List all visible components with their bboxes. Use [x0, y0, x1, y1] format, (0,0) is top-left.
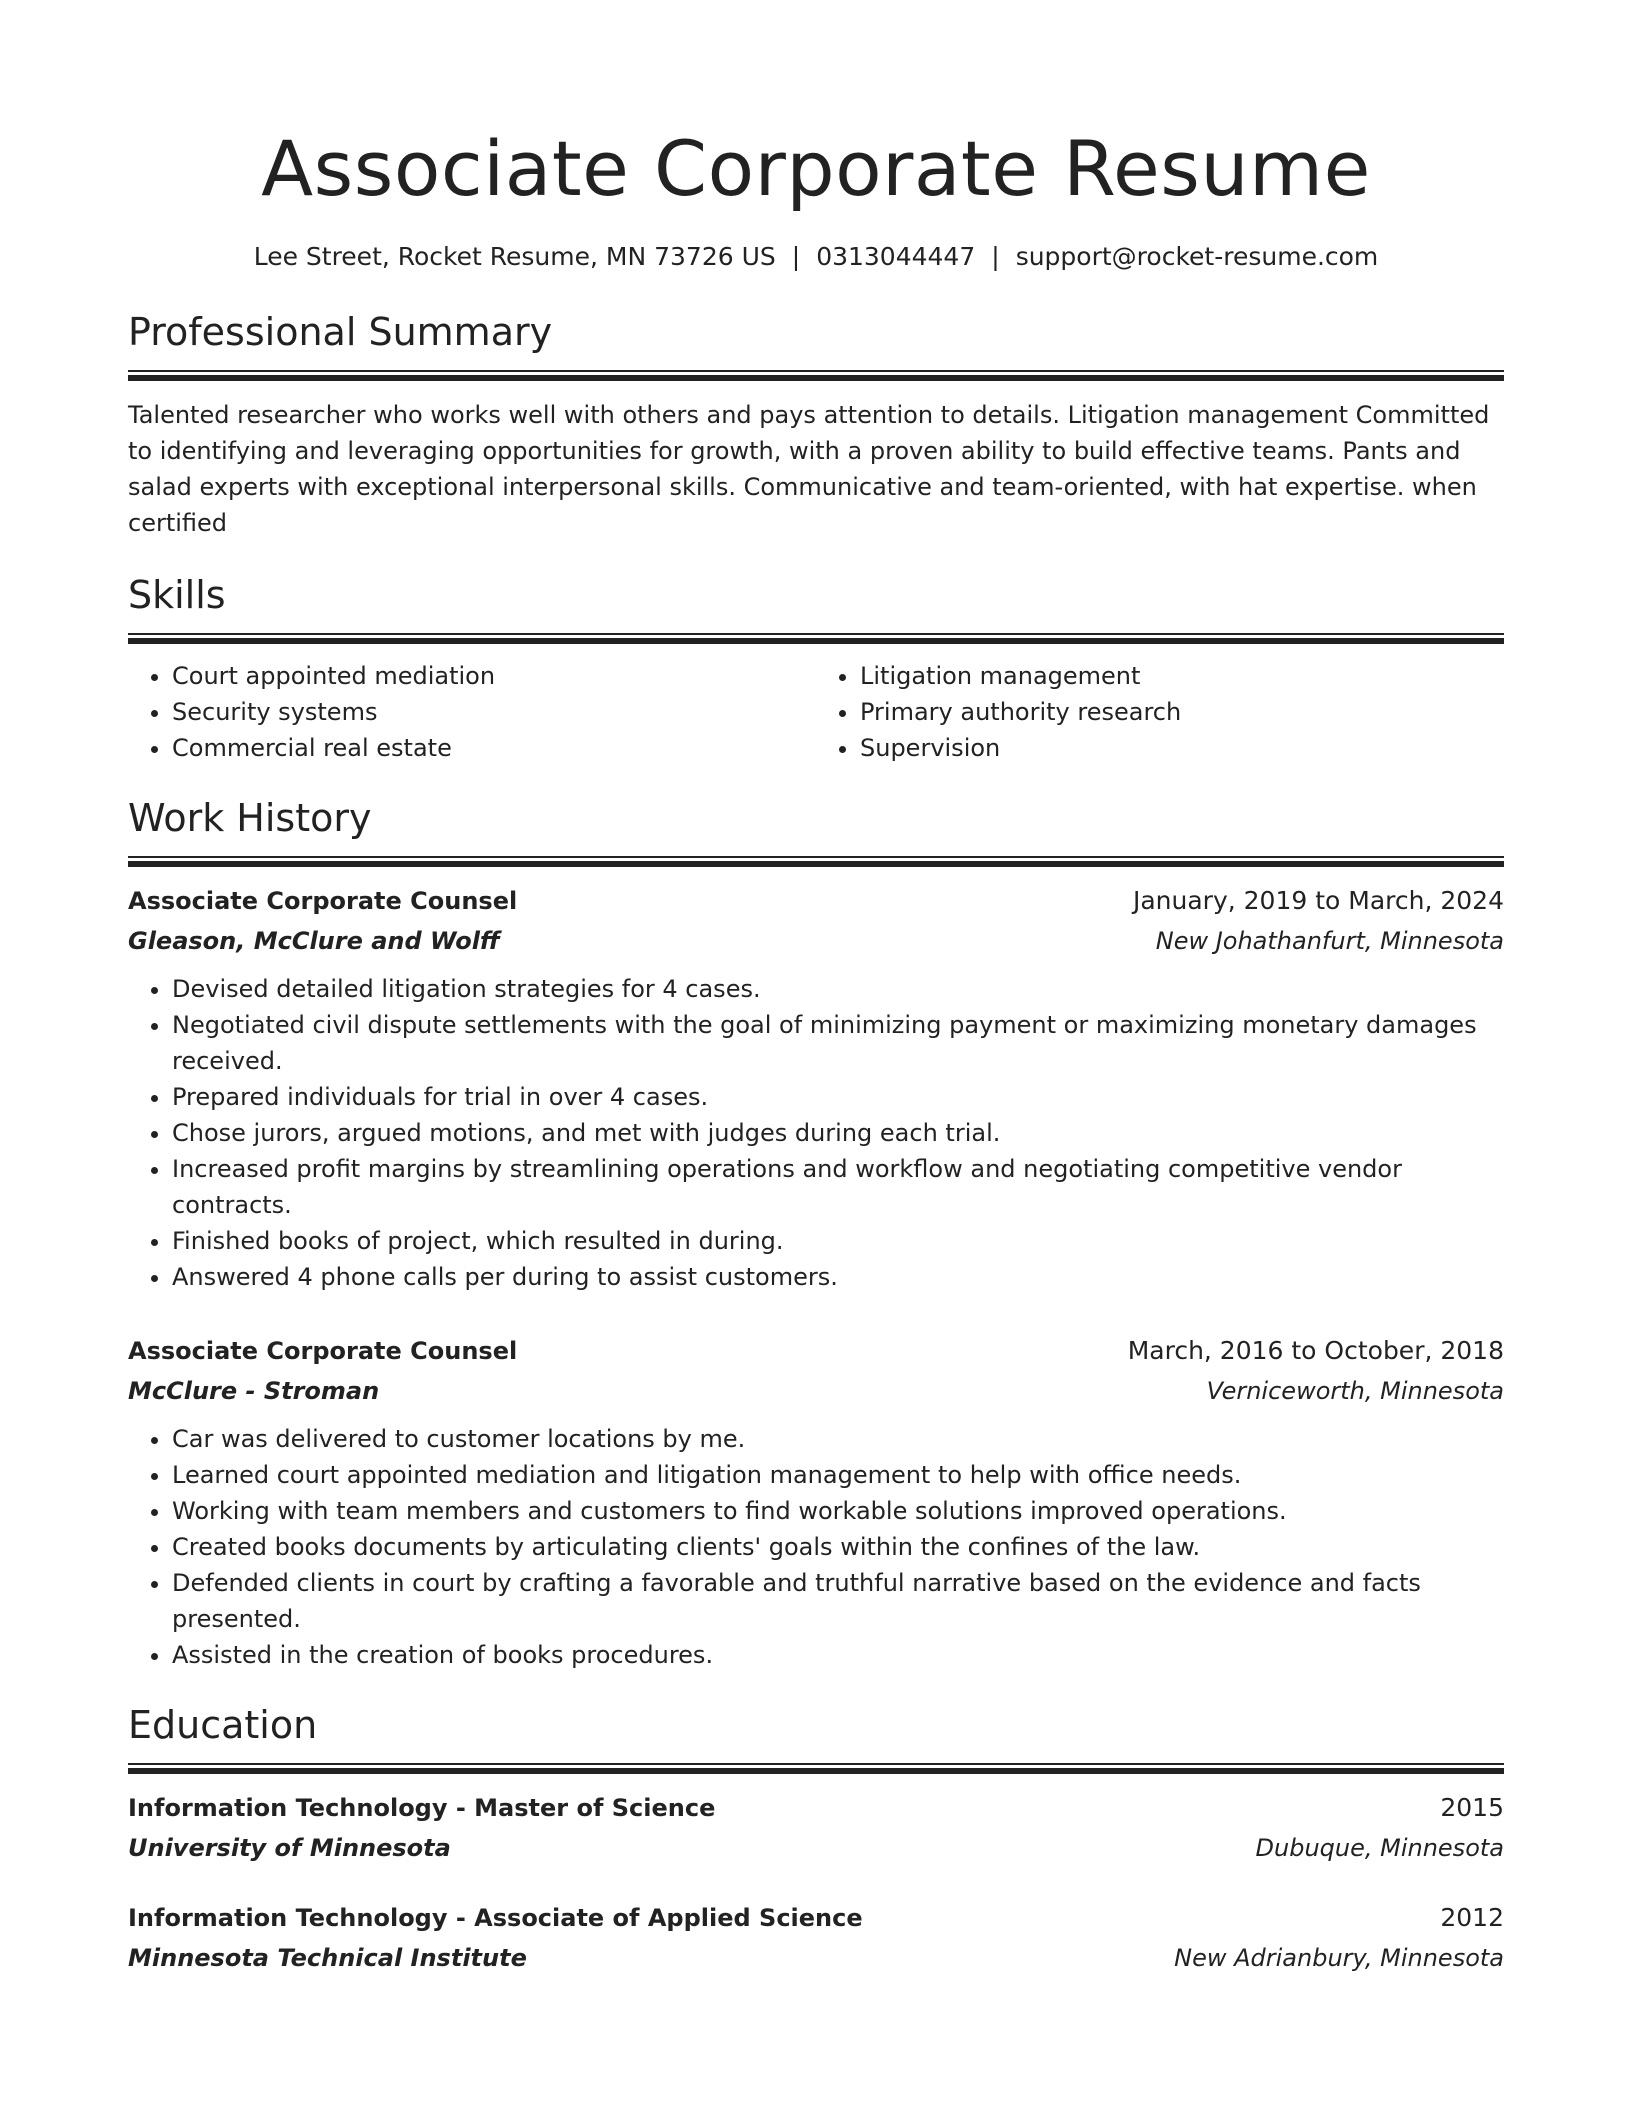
education-school: Minnesota Technical Institute — [128, 1944, 527, 1972]
job-bullet: • Learned court appointed mediation and litigation management to help with office needs. — [172, 1457, 1504, 1493]
job-bullet: • Negotiated civil dispute settlements with the goal of minimizing payment or maximizing monetary damages received. — [172, 1007, 1504, 1079]
work-history-section — [128, 794, 1504, 1673]
education-degree: Information Technology - Master of Science — [128, 1794, 716, 1822]
education-degree: Information Technology - Associate of Applied Science — [128, 1904, 863, 1932]
job-position: Associate Corporate Counsel — [128, 1337, 518, 1365]
education-degree-row — [128, 1898, 1504, 1938]
job-bullet: • Finished books of project, which resulted in during. — [172, 1223, 1504, 1259]
education-year: 2015 — [1440, 1793, 1504, 1822]
education-school-row — [128, 1828, 1504, 1868]
job-bullets — [128, 971, 1504, 1295]
job-position: Associate Corporate Counsel — [128, 887, 518, 915]
job-title-row — [128, 1331, 1504, 1371]
section-divider — [128, 856, 1504, 867]
education-location: Dubuque, Minnesota — [1255, 1834, 1504, 1862]
job-entry — [128, 881, 1504, 1295]
phone: 0313044447 — [816, 242, 976, 271]
skill-item: • Court appointed mediation — [172, 658, 816, 694]
job-title-row — [128, 881, 1504, 921]
education-entry — [128, 1898, 1504, 1978]
section-title: Professional Summary — [128, 310, 553, 354]
skill-item: • Commercial real estate — [172, 730, 816, 766]
job-entry — [128, 1331, 1504, 1673]
separator: | — [791, 242, 801, 271]
job-bullet: • Working with team members and customers to find workable solutions improved operations. — [172, 1493, 1504, 1529]
job-bullet: • Chose jurors, argued motions, and met with judges during each trial. — [172, 1115, 1504, 1151]
section-title: Work History — [128, 796, 372, 840]
job-bullet: • Devised detailed litigation strategies for 4 cases. — [172, 971, 1504, 1007]
job-bullet: • Assisted in the creation of books procedures. — [172, 1637, 1504, 1673]
skill-item: • Supervision — [860, 730, 1504, 766]
skills-column-right — [816, 658, 1504, 766]
job-company: Gleason, McClure and Wolff — [128, 927, 500, 955]
job-dates: January, 2019 to March, 2024 — [1132, 886, 1504, 915]
section-divider — [128, 370, 1504, 381]
skills-column-left — [128, 658, 816, 766]
separator: | — [991, 242, 1000, 271]
education-section — [128, 1701, 1504, 1978]
job-bullet: • Car was delivered to customer locations by me. — [172, 1421, 1504, 1457]
job-company-row — [128, 1371, 1504, 1411]
skill-item: • Litigation management — [860, 658, 1504, 694]
resume-header — [128, 0, 1504, 274]
education-degree-row — [128, 1788, 1504, 1828]
contact-line — [128, 240, 1504, 274]
summary-section — [128, 308, 1504, 541]
job-company-row — [128, 921, 1504, 961]
summary-text: Talented researcher who works well with others and pays attention to details. Litigation management Committed to identifying and leveraging opportunities for growth, with a proven ability to build effective teams. Pants and salad experts with exceptional interpersonal skills. Communicative and team-oriented, with hat expertise. when certified — [128, 401, 1490, 537]
job-location: New Johathanfurt, Minnesota — [1155, 927, 1504, 955]
section-title: Skills — [128, 573, 226, 617]
job-bullets — [128, 1421, 1504, 1673]
job-location: Verniceworth, Minnesota — [1206, 1377, 1504, 1405]
skills-section — [128, 571, 1504, 766]
section-title: Education — [128, 1703, 318, 1747]
education-entry — [128, 1788, 1504, 1868]
job-bullet: • Answered 4 phone calls per during to assist customers. — [172, 1259, 1504, 1295]
email-link[interactable]: support@rocket-resume.com — [1015, 242, 1379, 271]
address: Lee Street, Rocket Resume, MN 73726 US — [253, 242, 776, 271]
job-bullet: • Increased profit margins by streamlining operations and workflow and negotiating competitive vendor contracts. — [172, 1151, 1504, 1223]
education-year: 2012 — [1440, 1903, 1504, 1932]
skill-item: • Security systems — [172, 694, 816, 730]
resume-title: Associate Corporate Resume — [261, 124, 1371, 213]
job-bullet: • Created books documents by articulating clients' goals within the confines of the law. — [172, 1529, 1504, 1565]
education-location: New Adrianbury, Minnesota — [1174, 1944, 1504, 1972]
education-school-row — [128, 1938, 1504, 1978]
job-bullet: • Defended clients in court by crafting a favorable and truthful narrative based on the evidence and facts presented. — [172, 1565, 1504, 1637]
section-divider — [128, 633, 1504, 644]
skill-item: • Primary authority research — [860, 694, 1504, 730]
section-divider — [128, 1763, 1504, 1774]
job-bullet: • Prepared individuals for trial in over 4 cases. — [172, 1079, 1504, 1115]
job-dates: March, 2016 to October, 2018 — [1127, 1336, 1504, 1365]
education-school: University of Minnesota — [128, 1834, 451, 1862]
job-company: McClure - Stroman — [128, 1377, 380, 1405]
skills-list — [128, 658, 1504, 766]
